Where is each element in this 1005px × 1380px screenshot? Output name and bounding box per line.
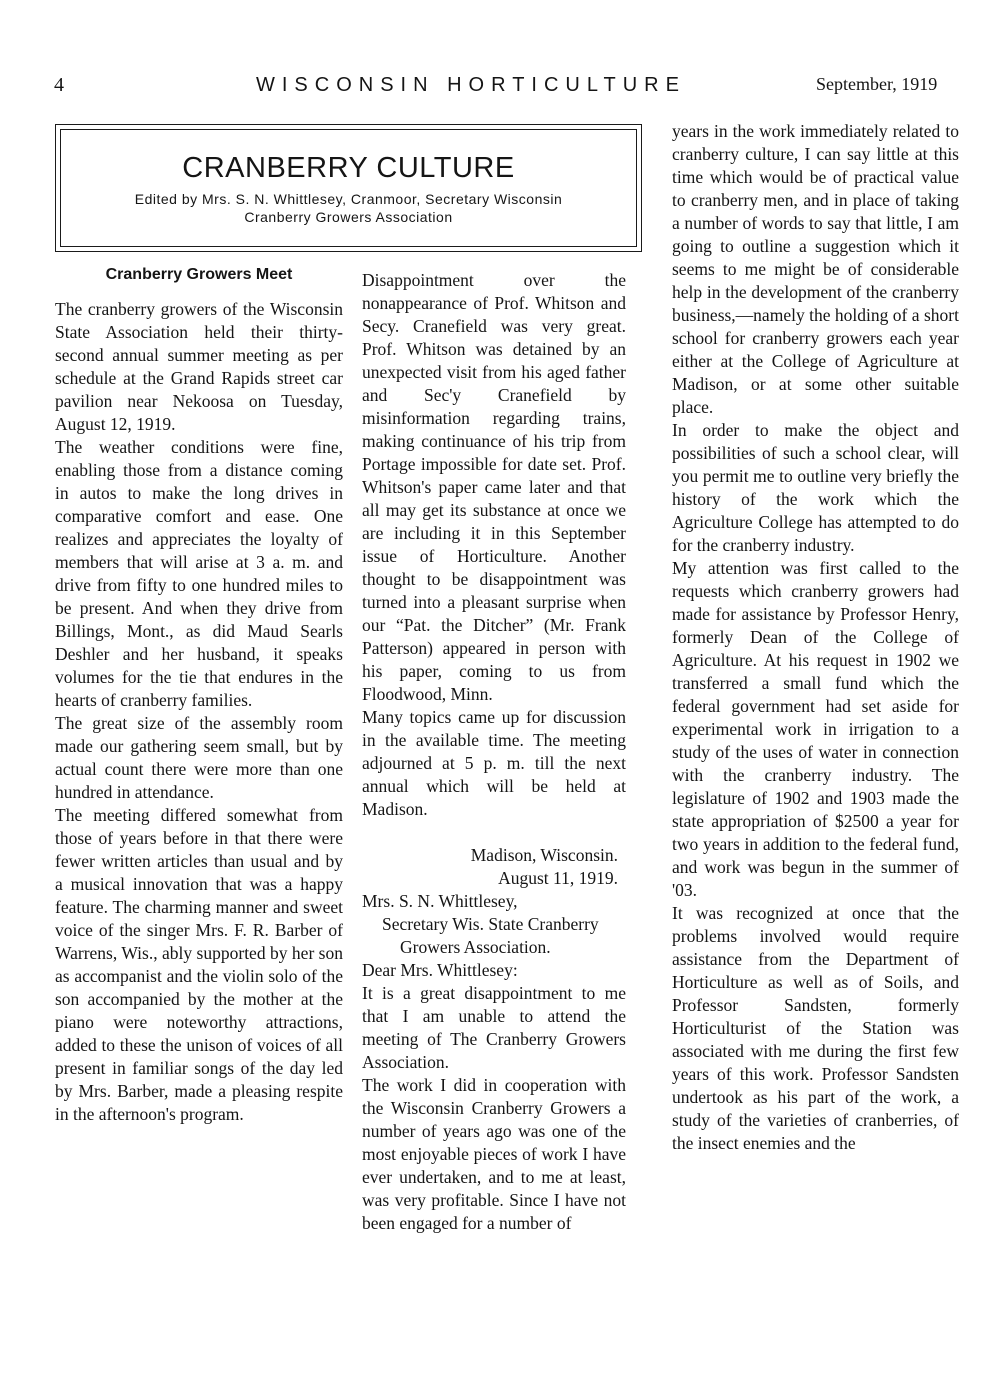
letter-paragraph: It is a great disappointment to me that I am unable to attend the meeting of The Cranberry Growers Association. [362,983,626,1072]
department-editor [71,190,626,226]
article-paragraph: The meeting differed somewhat from those of years before in that there were fewer written articles than usual and by a musical innovation that was a happy feature. The charming manner and sweet voice of the singer Mrs. F. R. Barber of Warrens, Wis., ably supported by her son as accompanist and the violin solo of the son accompanied by the mother at the piano were noteworthy attractions, added to these the unison of voices of all present in familiar songs of the day led by Mrs. Barber, made a pleasing respite in the afternoon's program. [55,805,343,1124]
letter-date: August 11, 1919. [498,868,618,888]
column-3 [672,120,959,1155]
article-paragraph: The weather conditions were fine, enabling those from a distance coming in autos to make the long drives in comparative comfort and ease. One realizes and appreciates the loyalty of members that will arise at 3 a. m. and drive from fifty to one hundred miles to be present. And when they drive from Billings, Mont., as did Maud Searls Deshler and her husband, it speaks volumes for the tie that endures in the hearts of cranberry families. [55,437,343,710]
issue-date: September, 1919 [816,74,938,94]
article-paragraph: Many topics came up for discussion in the available time. The meeting adjourned at 5 p. m. till the next annual which will be held at Madison. [362,707,626,819]
letter-paragraph: The work I did in cooperation with the Wisconsin Cranberry Growers a number of years ago was one of the most enjoyable pieces of work I have ever undertaken, and to me at least, was very profitable. Since I have not been engaged for a number of [362,1075,626,1233]
article-paragraph: The great size of the assembly room made our gathering seem small, but by actual count there were more than one hundred in attendance. [55,713,343,802]
letter-paragraph: years in the work immediately related to cranberry culture, I can say little at this time which would be of practical value to cranberry men, and in place of taking a number of words to say that little, I am going to outline a suggestion which it seems to me might be of considerable help in the development of the cranberry business,—namely the holding of a short school for cranberry growers each year either at the College of Agriculture at Madison, or at some other suitable place. [672,121,959,417]
letter-paragraph: It was recognized at once that the problems involved would require assistance from the Department of Horticulture as well as of Soils, and Professor Sandsten, formerly Horticulturist of the Station was associated with me during the first few years of this work. Professor Sandsten undertook as his part of the work, a study of the varieties of cranberries, of the insect enemies and the [672,903,959,1153]
letter-addressee-title: Secretary Wis. State Cranberry [382,914,599,934]
editor-line-2: Cranberry Growers Association [244,209,453,225]
letter-addressee: Mrs. S. N. Whittlesey, [362,891,518,911]
letter-addressee-title: Growers Association. [400,937,551,957]
department-title: CRANBERRY CULTURE [182,152,515,184]
column-2 [362,269,626,1235]
letter-place: Madison, Wisconsin. [470,845,618,865]
letter-paragraph: In order to make the object and possibilities of such a school clear, will you permit me to outline very briefly the history of the work which the Agriculture College has attempted to do for the cranberry industry. [672,420,959,555]
running-head [0,74,1005,104]
letter-paragraph: My attention was first called to the requests which cranberry growers had made for assistance by Professor Henry, formerly Dean of the College of Agriculture. At his request in 1902 we transferred a small fund which the federal government had set aside for experimental work in irrigation to a study of the uses of water in connection with the cranberry industry. The legislature of 1902 and 1903 made the state appropriation of $2500 a year for two years in addition to the federal fund, and work was begun in the summer of '03. [672,558,959,900]
column-1 [55,298,343,1126]
department-banner [55,124,642,252]
letter-salutation: Dear Mrs. Whittlesey: [362,960,518,980]
editor-line-1: Edited by Mrs. S. N. Whittlesey, Cranmoor, Secretary Wisconsin [134,191,563,207]
page-number: 4 [54,74,64,96]
article-paragraph: The cranberry growers of the Wisconsin State Association held their thirty-second annual summer meeting as per schedule at the Grand Rapids street car pavilion near Nekoosa on Tuesday, August 12, 1919. [55,299,343,434]
article-headline: Cranberry Growers Meet [105,266,293,283]
department-banner-inner-rule [60,129,637,247]
journal-title: WISCONSIN HORTICULTURE [256,74,686,96]
article-paragraph: Disappointment over the nonappearance of Prof. Whitson and Secy. Cranefield was very great. Prof. Whitson was detained by an unexpected visit from his aged father and Sec'y Cranefield by misinformation regarding trains, making continuance of his trip from Portage impossible for date set. Prof. Whitson's paper came later and that all may get its substance at once we are including it in this September issue of Horticulture. Another thought to be disappointment was turned into a pleasant surprise when our “Pat. the Ditcher” (Mr. Frank Patterson) appeared in person with his paper, coming to us from Floodwood, Minn. [362,270,626,704]
